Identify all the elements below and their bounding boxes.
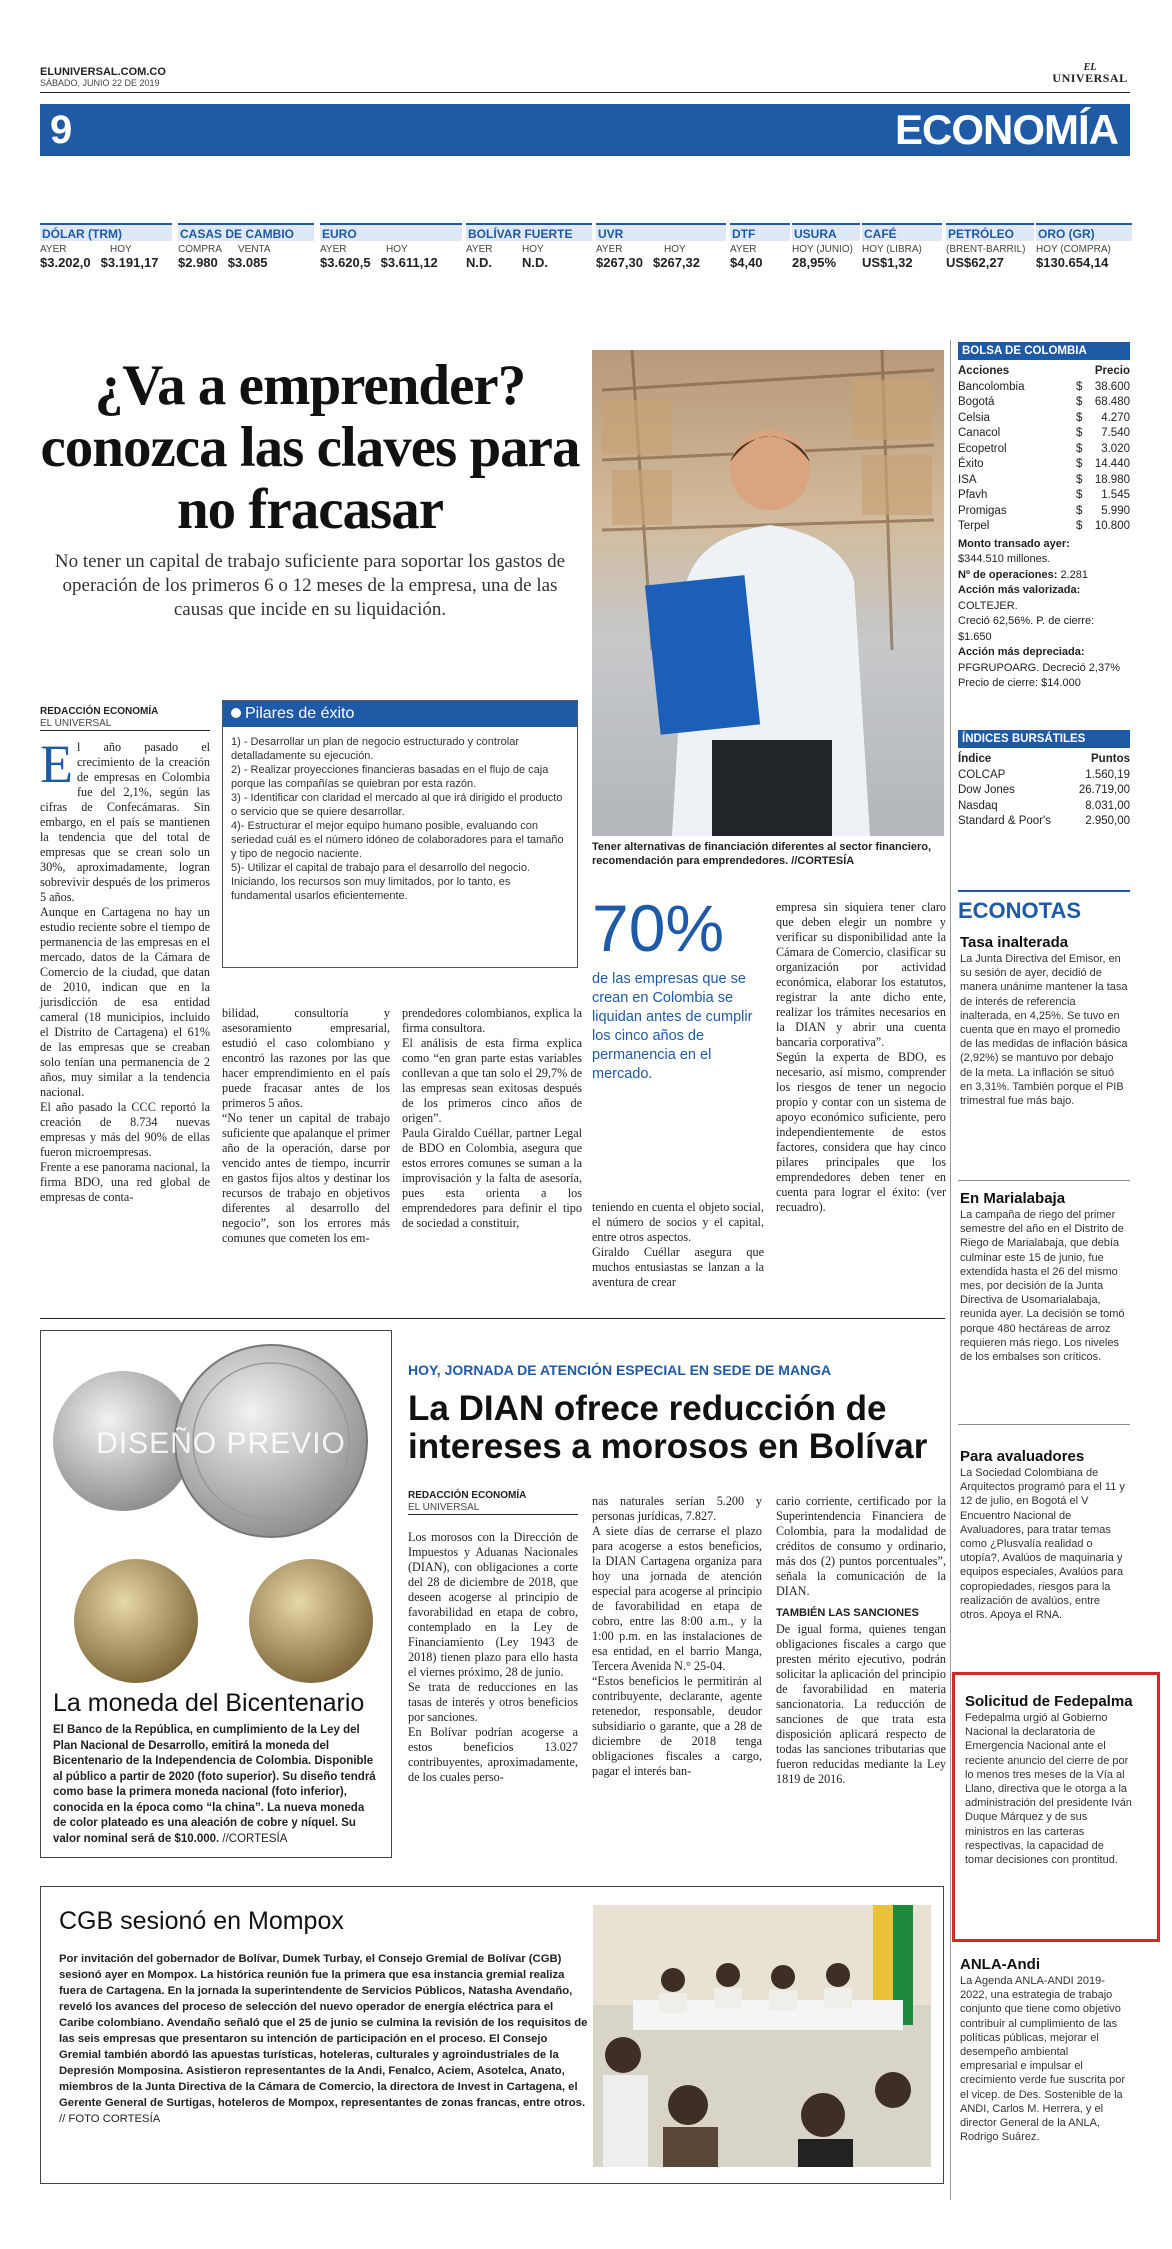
ticker-oro: ORO (GR) HOY (COMPRA) $130.654,14 xyxy=(1036,223,1132,270)
coin-watermark: DISEÑO PREVIO xyxy=(96,1427,346,1460)
dian-headline: La DIAN ofrece reducción de intereses a morosos en Bolívar xyxy=(408,1389,928,1466)
ticker-dolar: DÓLAR (TRM) AYER HOY $3.202,0 $3.191,17 xyxy=(40,223,172,270)
ticker-casas-cambio: CASAS DE CAMBIO COMPRA VENTA $2.980 $3.085 xyxy=(178,223,314,270)
stock-row: Terpel $ 10.800 xyxy=(958,520,1130,532)
pillars-list xyxy=(223,727,577,911)
main-headline: ¿Va a emprender? conozca las claves para no fracasar xyxy=(40,354,580,541)
main-col-1: E l año pasado el crecimiento de la creación de empresas en Colombia fue del 2,1%, según las cifras de Confecámaras. Sin embargo, en el país se mantienen la tendencia que del total de empresas que se crean solo un 30%, aproximadamente, logran sobrevivir después de los primeros 5 años. Aunque en Cartagena no hay un estudio reciente sobre el tiempo de permanencia de las empresas en el mercado, datos de la Cámara de Comercio de la ciudad, que datan de 2010, indican que en la jurisdicción de esa entidad cameral (18 municipios, incluido el Distrito de Cartagena) el 61% de las empresas que se creaban solo tenían una permanencia de 2 años, muy similar a la tendencia nacional. El año pasado la CCC reportó la creación de 8.734 nuevas empresas y más del 90% de ellas fueron microempresas. Frente a ese panorama nacional, la firma BDO, una red global de empresas de conta- xyxy=(40,734,210,1204)
dian-kicker: HOY, JORNADA DE ATENCIÓN ESPECIAL EN SEDE DE MANGA xyxy=(408,1362,832,1378)
dian-col-3: cario corriente, certificado por la Superintendencia Financiera de Colombia, para la modalidad de créditos de consumo y ordinario, más dos (2) puntos porcentuales”, señala la comunicación de la DIAN. TAMBIÉN LAS SANCIONES De igual forma, quienes tengan obligaciones fiscales a cargo que presten mérito ejecutivo, podrán solicitar la aplicación del principio de favorabilidad en materia sancionatoria. La reducción de sanciones de que trata esta disposición aplicará respecto de todas las sanciones tributarias que fueron reducidas mediante la Ley 1819 de 2016. xyxy=(776,1494,946,1786)
cgb-box xyxy=(40,1886,944,2184)
index-row: Standard & Poor's 2.950,00 xyxy=(958,815,1130,827)
stat-value: 70% xyxy=(592,891,725,965)
ticker-usura: USURA HOY (JUNIO) 28,95% xyxy=(792,223,860,270)
pillars-box xyxy=(222,700,578,968)
main-byline: REDACCIÓN ECONOMÍA xyxy=(40,706,159,717)
stock-row: Pfavh $ 1.545 xyxy=(958,489,1130,501)
stock-row: Ecopetrol $ 3.020 xyxy=(958,442,1130,455)
stock-row: Bancolombia $ 38.600 xyxy=(958,380,1130,393)
main-col-2: bilidad, consultoría y asesoramiento empresarial, estudió el caso colombiano y encontró las razones por las que hacer emprendimiento en el país puede fracasar antes de los primeros 5 años. “No tener un capital de trabajo suficiente que apalanque el primer año de la operación, darse por vencido antes de tiempo, incurrir en gastos fijos altos y destinar los recursos de trabajo en objetivos diferentes al desarrollo del negocio”, son los errores más comunes que cometen los em- xyxy=(222,1006,390,1245)
main-col-3: prendedores colombianos, explica la firma consultora. El análisis de esta firma explica como “en gran parte estas variables conllevan a que tan solo el 29,7% de las empresas sean exitosas después de los primeros cinco años de origen”. Paula Giraldo Cuéllar, partner Legal de BDO en Colombia, asegura que estos errores comunes se suman a la improvisación y la falta de asesoría, pues esta orienta a los emprendedores para definir el tipo de sociedad a constituir, xyxy=(402,1006,582,1230)
dian-subhead: TAMBIÉN LAS SANCIONES xyxy=(776,1607,919,1619)
stock-row: Celsia $ 4.270 xyxy=(958,411,1130,424)
index-row: COLCAP 1.560,19 xyxy=(958,768,1130,781)
indices-title: ÍNDICES BURSÁTILES xyxy=(958,730,1130,748)
dian-byline-sub: EL UNIVERSAL xyxy=(408,1502,480,1513)
pillar-item: 1) - Desarrollar un plan de negocio estructurado y controlar detalladamente su ejecución. xyxy=(231,736,519,762)
pillars-title: Pilares de éxito xyxy=(223,701,577,727)
dian-col-1: Los morosos con la Dirección de Impuestos y Aduanas Nacionales (DIAN), con obligaciones a corte del 28 de diciembre de 2018, que deseen acogerse al principio de favorabilidad en etapa de cobro, contemplado en la Ley de Financiamiento (Ley 1943 de 2018) tienen plazo para ello hasta el viernes próximo, 28 de junio. Se trata de reducciones en las tasas de interés y otros beneficios por sanciones. En Bolívar podrían acogerse a estos beneficios 13.027 contribuyentes, aproximadamente, de los cuales perso- xyxy=(408,1530,578,1784)
main-col-4: teniendo en cuenta el objeto social, el número de socios y el capital, entre otros aspectos. Giraldo Cuéllar asegura que muchos entusiastas se lanzan a la aventura de crear xyxy=(592,1200,764,1289)
stock-row: Canacol $ 7.540 xyxy=(958,427,1130,439)
page-number: 9 xyxy=(50,108,73,152)
pillar-item: 3) - Identificar con claridad el mercado al que irá dirigido el producto o servicio que se quiere desarrollar. xyxy=(231,792,563,818)
econotas-title: ECONOTAS xyxy=(958,898,1082,923)
ticker-cafe: CAFÉ HOY (LIBRA) US$1,32 xyxy=(862,223,942,270)
stock-row: Éxito $ 14.440 xyxy=(958,458,1130,470)
econota-item: Tasa inalterada La Junta Directiva del Emisor, en su sesión de ayer, decidió de manera unánime mantener la tasa de interés de referencia inalterada, en 4,25%. Se tuvo en cuenta que en mayo el promedio de las medidas de inflación básica (2,92%) se mantuvo por debajo de la meta. La inflación se situó en 3,31%. También porque el PIB trimestral fue más bajo. xyxy=(960,934,1128,1108)
main-byline-sub: EL UNIVERSAL xyxy=(40,718,112,729)
coin-text: El Banco de la República, en cumplimiento de la Ley del Plan Nacional de Desarrollo, emitirá la moneda del Bicentenario de la Independencia de Colombia. Disponible al público a partir de 2020 (foto superior). Su diseño tendrá como base la primera moneda nacional (foto inferior), conocida en la época como “la china”. La nueva moneda de color plateado es una aleación de cobre y níquel. Su valor nominal será de $10.000. //CORTESÍA xyxy=(53,1724,376,1845)
stock-row: Promigas $ 5.990 xyxy=(958,504,1130,517)
site-url: ELUNIVERSAL.COM.CO xyxy=(40,66,166,78)
ticker-dtf: DTF AYER $4,40 xyxy=(730,223,790,270)
ticker-bolivar: BOLÍVAR FUERTE AYER HOY N.D. N.D. xyxy=(466,223,592,270)
econota-item: Para avaluadores La Sociedad Colombiana de Arquitectos programó para el 11 y 12 de julio, en Bogotá el V Encuentro Nacional de Avaluadores, para tratar temas como ¿Plusvalía realidad o utopía?, Avalúos de maquinaria y equipos especiales, Avalúos para copropiedades, riesgos para la realización de avalúos, entre otros. Apoya el RNA. xyxy=(960,1448,1125,1622)
cgb-text: Por invitación del gobernador de Bolívar, Dumek Turbay, el Consejo Gremial de Bolívar (CGB) sesionó ayer en Mompox. La histórica reunión fue la primera que esa instancia gremial realiza fuera de Cartagena. En la jornada la superintendente de Servicios Públicos, Natasha Avendaño, reveló los avances del proceso de selección del nuevo operador de energía eléctrica para el Caribe colombiano. Avendaño señaló que el 25 de junio se culmina la revisión de los requisitos de las seis empresas que presentaron su intención de participación en el proceso. El Consejo Gremial también abordó las apuestas turísticas, hoteleras, culturales y agroindustriales de la Depresión Momposina. Asistieron representantes de la Andi, Fenalco, Aciem, Asotelca, Anato, miembros de la Junta Directiva de la Cámara de Comercio, la directora de Invest in Cartagena, el Gerente General de Surtigas, hoteleros de Mompox, representantes de zonas francas, entre otros. // FOTO CORTESÍA xyxy=(59,1953,588,2125)
pillar-item: 2) - Realizar proyecciones financieras basadas en el flujo de caja porque las compañías se quiebran por esta razón. xyxy=(231,764,549,790)
cgb-title: CGB sesionó en Mompox xyxy=(59,1907,344,1935)
meeting-photo xyxy=(593,1905,931,2167)
section-title: ECONOMÍA xyxy=(895,106,1118,153)
pillar-item: 5)- Utilizar el capital de trabajo para el desarrollo del negocio. Iniciando, los recursos son muy limitados, por lo tanto, es fundamental usarlos eficientemente. xyxy=(231,862,530,902)
econota-item: ANLA-Andi La Agenda ANLA-ANDI 2019-2022, una estrategia de trabajo conjunto que tiene como objetivo contribuir al cumplimiento de las políticas públicas, mejorar el desempeño ambiental empresarial e impulsar el crecimiento verde fue suscrita por el vicep. de Des. Sostenible de la ANDI, Carlos M. Herrera, y el director General de la ANLA, Rodrigo Suárez. xyxy=(960,1956,1126,2144)
main-col-5: empresa sin siquiera tener claro que deben elegir un nombre y verificar su disponibilidad ante la Cámara de Comercio, clasificar su organización por actividad económica, elaborar los estatutos, registrar la ante dicho ente, realizar los trámites necesarios en la DIAN y abrir una cuenta bancaria corporativa”. Según la experta de BDO, es necesario, así mismo, comprender los riesgos de tener un negocio propio y contar con un sistema de apoyo económico suficiente, pero independientemente de estos factores, considera que hay cinco pilares principales que los emprendedores deben tener en cuenta para lograr el éxito: (ver recuadro). xyxy=(776,900,946,1214)
stock-row: ISA $ 18.980 xyxy=(958,473,1130,486)
stat-text: de las empresas que se crean en Colombia se liquidan antes de cumplir los cinco años de permanencia en el mercado. xyxy=(592,971,753,1082)
issue-date: SÁBADO, JUNIO 22 DE 2019 xyxy=(40,78,160,88)
dian-col-2: nas naturales serían 5.200 y personas jurídicas, 7.827. A siete días de cerrarse el plazo para acogerse a estos beneficios, la DIAN Cartagena organiza para hoy una jornada de atención especial para acogerse al principio de favorabilidad en etapa de cobro, entre las 8:00 a.m., y la 1:00 p.m. en las instalaciones de esa entidad, en el barrio Manga, Tercera Avenida N.° 25-04. “Estos beneficios le permitirán al contribuyente, declarante, agente retenedor, responsable, deudor subsidiario o garante, que a 28 de diciembre de 2018 tenga obligaciones fiscales a cargo, pagar el interés ban- xyxy=(592,1494,762,1778)
econota-item: En Marialabaja La campaña de riego del primer semestre del año en el Distrito de Riego de Marialabaja, que debía culminar este 15 de junio, fue extendida hasta el 26 del mismo mes, por decisión de la Junta Directiva de Usomarialabaja, reunida ayer. La decisión se tomó porque 480 hectáreas de arroz requieren más riego. Los niveles de los embalses son críticos. xyxy=(960,1190,1125,1364)
stock-row: Bogotá $ 68.480 xyxy=(958,396,1130,408)
pillar-item: 4)- Estructurar el mejor equipo humano posible, evaluando con seriedad cuál es el número idóneo de colaboradores para el tamaño y tipo de negocio naciente. xyxy=(231,820,564,860)
coin-box xyxy=(40,1330,392,1858)
dropcap: E xyxy=(40,734,73,794)
ticker-uvr: UVR AYER HOY $267,30 $267,32 xyxy=(596,223,726,270)
indices-panel: ÍNDICES BURSÁTILES Índice Puntos COLCAP 1.560,19 Dow Jones 26.719,00 Nasdaq 8.031,00 Standard & Poor's 2.950,00 xyxy=(958,730,1130,830)
newspaper-logo: EL UNIVERSAL xyxy=(1052,62,1128,85)
bullet-icon xyxy=(231,708,241,718)
section-bar xyxy=(40,104,1130,156)
photo-caption: Tener alternativas de financiación diferentes al sector financiero, recomendación para emprendedores. //CORTESÍA xyxy=(592,841,932,867)
coin-title: La moneda del Bicentenario xyxy=(53,1689,365,1717)
index-row: Dow Jones 26.719,00 xyxy=(958,784,1130,796)
main-deck: No tener un capital de trabajo suficiente para soportar los gastos de operación de los primeros 6 o 12 meses de la empresa, una de las causas que incide en su liquidación. xyxy=(54,551,566,620)
ticker-euro: EURO AYER HOY $3.620,5 $3.611,12 xyxy=(320,223,462,270)
ticker-petroleo: PETRÓLEO (BRENT-BARRIL) US$62,27 xyxy=(946,223,1034,270)
entrepreneur-photo xyxy=(592,350,944,836)
bolsa-title: BOLSA DE COLOMBIA xyxy=(958,342,1130,360)
dian-byline: REDACCIÓN ECONOMÍA xyxy=(408,1490,527,1501)
coins-illustration xyxy=(41,1331,391,1691)
index-row: Nasdaq 8.031,00 xyxy=(958,799,1130,812)
bolsa-panel: BOLSA DE COLOMBIA Acciones Precio Bancolombia $ 38.600 Bogotá $ 68.480 Celsia $ 4.270 Canacol $ 7.540 Ecopetrol $ 3.020 Éxito $ 14.440 ISA $ 18.980 Pfavh $ 1.545 Promigas $ 5.990 Terpel $ 10.800 Monto transado ayer: $344.510 millones. Nº de operaciones: 2.281 Acción más valorizada: COLTEJER. Creció 62,56%. P. de cierre: $1.650 Acción más depreciada: PFGRUPOARG. Decreció 2,37% Precio de cierre: $14.000 xyxy=(958,342,1130,692)
highlight-box: Solicitud de Fedepalma Fedepalma urgió al Gobierno Nacional la declaratoria de Emergencia Nacional ante el reciente anuncio del cierre de por lo menos tres meses de la Vía al Llano, directiva que le otorga a la administración del presidente Iván Duque Márquez y de sus ministros en las carteras respectivas, la capacidad de tomar decisiones con prontitud. xyxy=(952,1672,1160,1942)
